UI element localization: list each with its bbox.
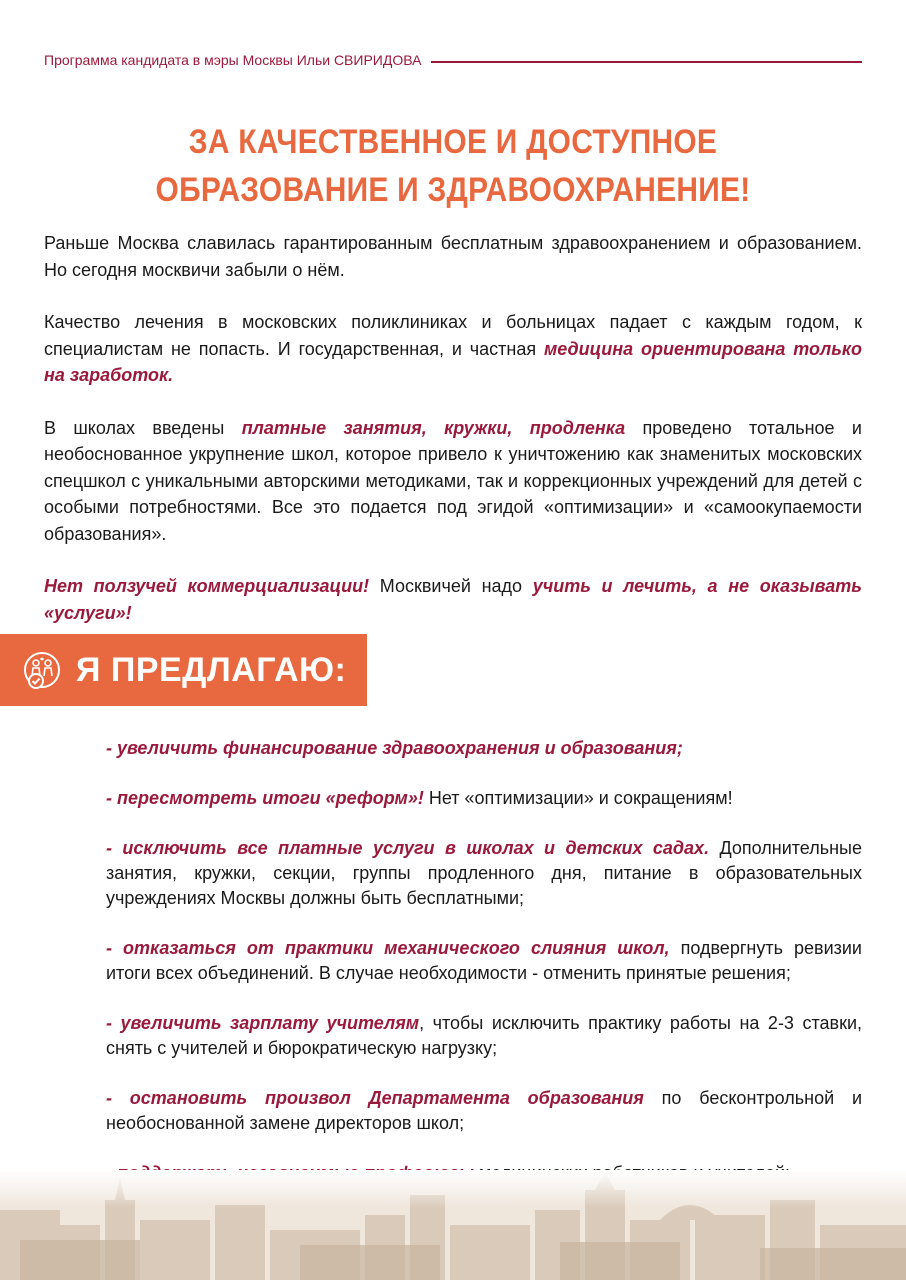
- list-item: [106, 786, 862, 811]
- item-text: подвергнуть ревизии итоги всех объединений. В случае необходимости - отменить принятые решения;: [106, 938, 862, 983]
- list-item: [106, 1086, 862, 1136]
- intro-paragraph-4: [44, 573, 862, 626]
- item-text: Нет «оптимизации» и сокращениям!: [423, 788, 733, 808]
- highlight-text: - исключить все платные услуги в школах и детских садах.: [106, 838, 710, 858]
- item-text: , чтобы исключить практику работы на 2-3 ставки, снять с учителей и бюрократическую нагрузку;: [106, 1013, 862, 1058]
- item-text: по бесконтрольной и необоснованной замене директоров школ;: [106, 1088, 862, 1133]
- paragraph-text: Москвичей надо: [369, 576, 533, 596]
- header-text: Программа кандидата в мэры Москвы Ильи СВИРИДОВА: [44, 52, 422, 68]
- list-item: [106, 736, 862, 761]
- intro-paragraph-1: Раньше Москва славилась гарантированным бесплатным здравоохранением и образованием. Но сегодня москвичи забыли о нём.: [44, 233, 862, 280]
- family-care-icon: [22, 650, 62, 690]
- highlight-text: - остановить произвол Департамента образования: [106, 1088, 644, 1108]
- paragraph-text: В школах введены: [44, 417, 242, 438]
- banner-title: Я ПРЕДЛАГАЮ:: [76, 650, 347, 689]
- list-item: [106, 936, 862, 986]
- title-line-1: ЗА КАЧЕСТВЕННОЕ И ДОСТУПНОЕ: [188, 123, 718, 161]
- paragraph-text: проведено тотальное и необоснованное укрупнение школ, которое привело к уничтожению как знаменитых московских спецшкол с уникальными авторскими методиками, так и коррекционных учреждений для детей с особыми потребностями. Все это подается под эгидой «оптимизации» и «самоокупаемости образования».: [44, 417, 862, 544]
- highlight-text: учить и лечить, а не оказывать «услуги»!: [44, 576, 862, 623]
- proposal-list: [106, 736, 862, 1211]
- paragraph-text: Качество лечения в московских поликлиниках и больницах падает с каждым годом, к специалистам не попасть. И государственная, и частная: [44, 312, 862, 359]
- header-rule: [431, 61, 862, 63]
- highlight-text: - увеличить зарплату учителям: [106, 1013, 420, 1033]
- title-line-2: ОБРАЗОВАНИЕ И ЗДРАВООХРАНЕНИЕ!: [155, 171, 751, 209]
- list-item: [106, 836, 862, 911]
- city-skyline-illustration: [0, 1170, 906, 1280]
- highlight-text: - отказаться от практики механического слияния школ,: [106, 938, 670, 958]
- proposal-banner: [0, 634, 367, 706]
- highlight-text: - увеличить финансирование здравоохранения и образования;: [106, 738, 683, 758]
- intro-section: [44, 230, 862, 652]
- list-item: [106, 1011, 862, 1061]
- highlight-text: платные занятия, кружки, продленка: [241, 417, 626, 438]
- intro-paragraph-2: [44, 309, 862, 389]
- intro-paragraph-3: [44, 415, 862, 548]
- page-header: [44, 50, 862, 70]
- highlight-text: медицина ориентирована только на заработок.: [44, 338, 863, 385]
- item-text: Дополнительные занятия, кружки, секции, группы продленного дня, питание в образовательных учреждениях Москвы должны быть бесплатными;: [106, 838, 862, 908]
- highlight-text: Нет ползучей коммерциализации!: [44, 576, 370, 596]
- page-title: [54, 118, 851, 214]
- highlight-text: - пересмотреть итоги «реформ»!: [106, 788, 424, 808]
